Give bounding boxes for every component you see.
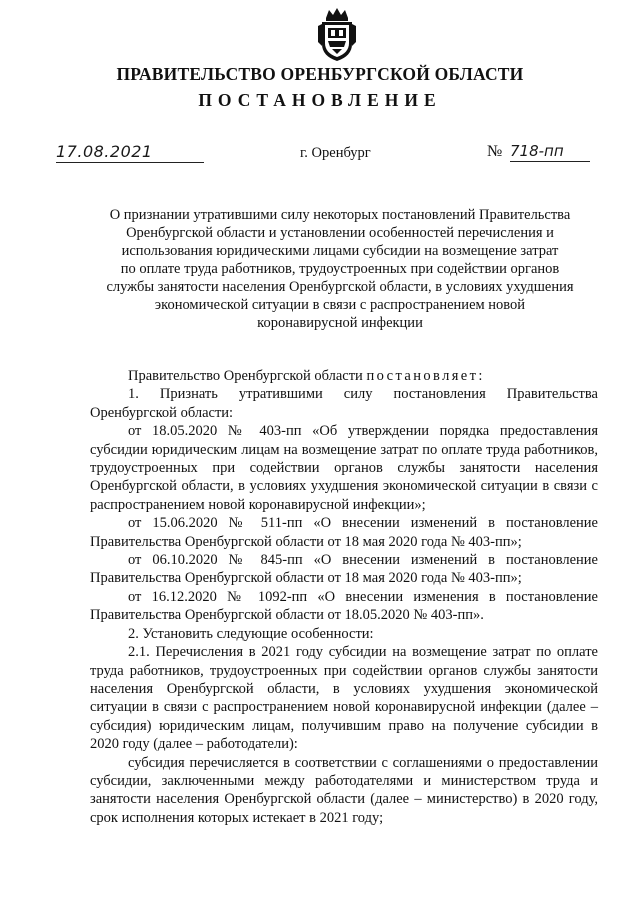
intro-paragraph [90, 367, 598, 385]
government-title: ПРАВИТЕЛЬСТВО ОРЕНБУРГСКОЙ ОБЛАСТИ [116, 64, 524, 84]
document-heading [95, 206, 585, 332]
document-body [90, 367, 598, 827]
heading-line: Оренбургской области и установлении особенностей перечисления и [126, 225, 554, 241]
heading-line: О признании утратившими силу некоторых постановлений Правительства [109, 207, 571, 223]
heading-line: экономической ситуации в связи с распространением новой [154, 297, 526, 313]
heading-line: коронавирусной инфекции [257, 315, 423, 331]
heading-line: службы занятости населения Оренбургской области, в условиях ухудшения [106, 279, 574, 295]
body-paragraph: 2.1. Перечисления в 2021 году субсидии на возмещение затрат по оплате труда работников, трудоустроенных при содействии органов службы занятости населения Оренбургской области, в условиях ухудшения экономической ситуации в связи с распространением новой коронавирусной инфекции (далее – субсидия) юридическим лицам, получившим право на получение субсидии в 2020 году (далее – работодатели): [90, 644, 598, 753]
body-paragraph: субсидия перечисляется в соответствии с соглашениями о предоставлении субсидии, заключенными между работодателями и министерством труда и занятости населения Оренбургской области (далее – министерство) в 2020 году, срок исполнения которых истекает в 2021 году; [90, 754, 598, 826]
intro-prefix: Правительство Оренбургской области [128, 368, 363, 384]
body-paragraph: 1. Признать утратившими силу постановления Правительства Оренбургской области: [90, 386, 598, 421]
body-paragraph: от 18.05.2020 № 403-пп «Об утверждении порядка предоставления субсидии юридическим лицам на возмещение затрат по оплате труда работников, трудоустроенных при содействии органов службы занятости населения Оренбургской области, в условиях ухудшения экономической ситуации в связи с распространением новой коронавирусной инфекции»; [90, 423, 598, 513]
city-label: г. Оренбург [300, 145, 371, 161]
intro-verb: постановляет: [366, 368, 485, 384]
heading-line: по оплате труда работников, трудоустроенных при содействии органов [120, 261, 560, 277]
document-number: 718-пп [510, 142, 590, 162]
number-sign: № [487, 143, 503, 160]
body-paragraph: от 15.06.2020 № 511-пп «О внесении изменений в постановление Правительства Оренбургской области от 18 мая 2020 года № 403-пп»; [90, 515, 598, 550]
body-paragraph: от 16.12.2020 № 1092-пп «О внесении изменения в постановление Правительства Оренбургской области от 18.05.2020 № 403-пп». [90, 588, 598, 624]
heading-line: использования юридическими лицами субсидии на возмещение затрат [121, 243, 559, 259]
body-paragraph: 2. Установить следующие особенности: [128, 625, 374, 642]
document-type-title: ПОСТАНОВЛЕНИЕ [198, 90, 442, 110]
signature-date: 17.08.2021 [56, 143, 204, 163]
body-paragraph: от 06.10.2020 № 845-пп «О внесении изменений в постановление Правительства Оренбургской области от 18 мая 2020 года № 403-пп»; [90, 552, 598, 587]
coat-of-arms-icon [316, 6, 358, 62]
